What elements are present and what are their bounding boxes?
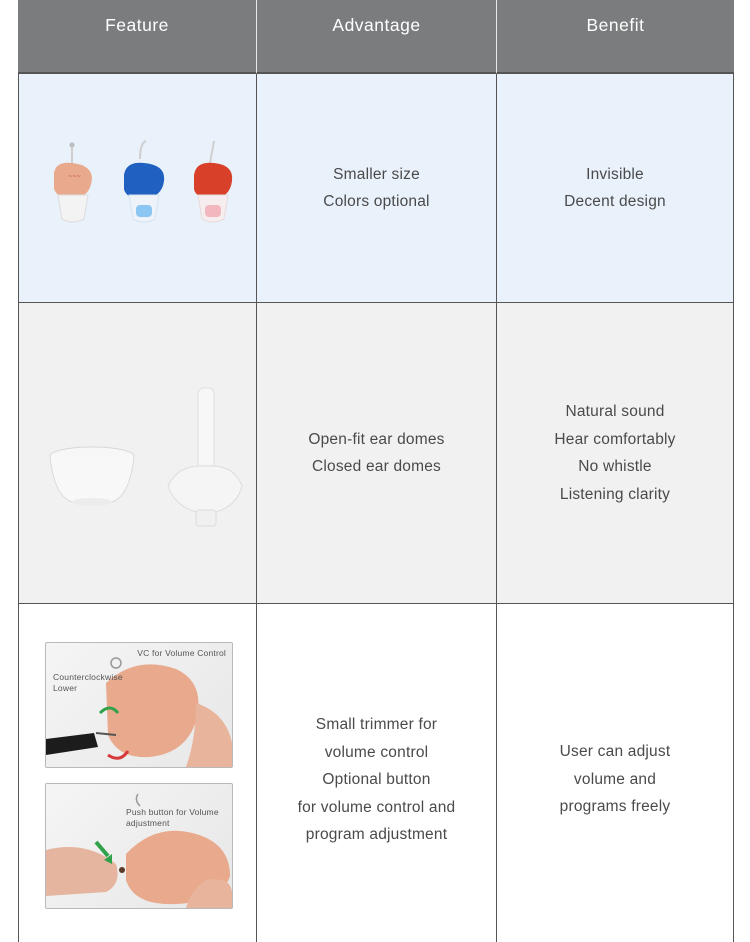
volume-control-photo [45,642,233,768]
vc-caption: VC for Volume Control [137,648,226,658]
red-hearing-aid-icon [194,141,232,222]
svg-text:~~~: ~~~ [67,174,81,180]
benefit-text: Decent design [564,193,666,210]
header-benefit: Benefit [497,0,734,74]
closed-dome-icon [168,388,242,526]
advantage-cell-row3 [257,604,497,942]
benefit-text: programs freely [559,798,671,815]
advantage-text: Open-fit ear domes [308,430,445,448]
blue-hearing-aid-icon [124,141,164,222]
benefit-text: Invisible [586,165,644,183]
benefit-cell-row3 [497,604,734,942]
header-feature: Feature [18,0,257,74]
feature-image-volume-control [18,604,257,942]
push-button-photo-illustration [46,784,232,908]
direction-caption-line2: Lower [53,683,78,693]
advantage-text: Smaller size [333,165,420,183]
advantage-text: Colors optional [323,193,430,210]
benefit-text: Hear comfortably [554,430,676,448]
advantage-text: Closed ear domes [312,458,441,475]
push-caption-line1: Push button for Volume [126,807,219,817]
advantage-text: for volume control and [297,798,456,816]
colored-hearing-aids-illustration [28,133,248,243]
header-advantage: Advantage [257,0,497,74]
advantage-text: program adjustment [305,826,448,843]
benefit-text: No whistle [578,458,652,475]
skin-hearing-aid-icon [54,143,92,223]
benefit-text: Listening clarity [559,485,671,503]
benefit-text: volume and [573,770,657,788]
benefit-text: Natural sound [565,403,665,420]
advantage-text: volume control [324,743,429,761]
open-fit-dome-icon [50,447,134,506]
push-caption-line2: adjustment [126,818,170,828]
vc-photo-illustration [46,643,232,767]
benefit-cell-row1 [497,74,734,303]
advantage-cell-row2 [257,303,497,604]
feature-image-ear-domes [18,303,257,604]
benefit-text: User can adjust [559,743,671,760]
feature-image-hearing-aids [18,74,257,303]
advantage-text: Small trimmer for [315,716,438,733]
direction-caption-line1: Counterclockwise [53,672,123,682]
advantage-cell-row1 [257,74,497,303]
advantage-text: Optional button [322,771,431,788]
benefit-cell-row2 [497,303,734,604]
push-button-photo [45,783,233,909]
ear-domes-illustration [28,368,248,538]
feature-advantage-benefit-table [18,0,734,942]
